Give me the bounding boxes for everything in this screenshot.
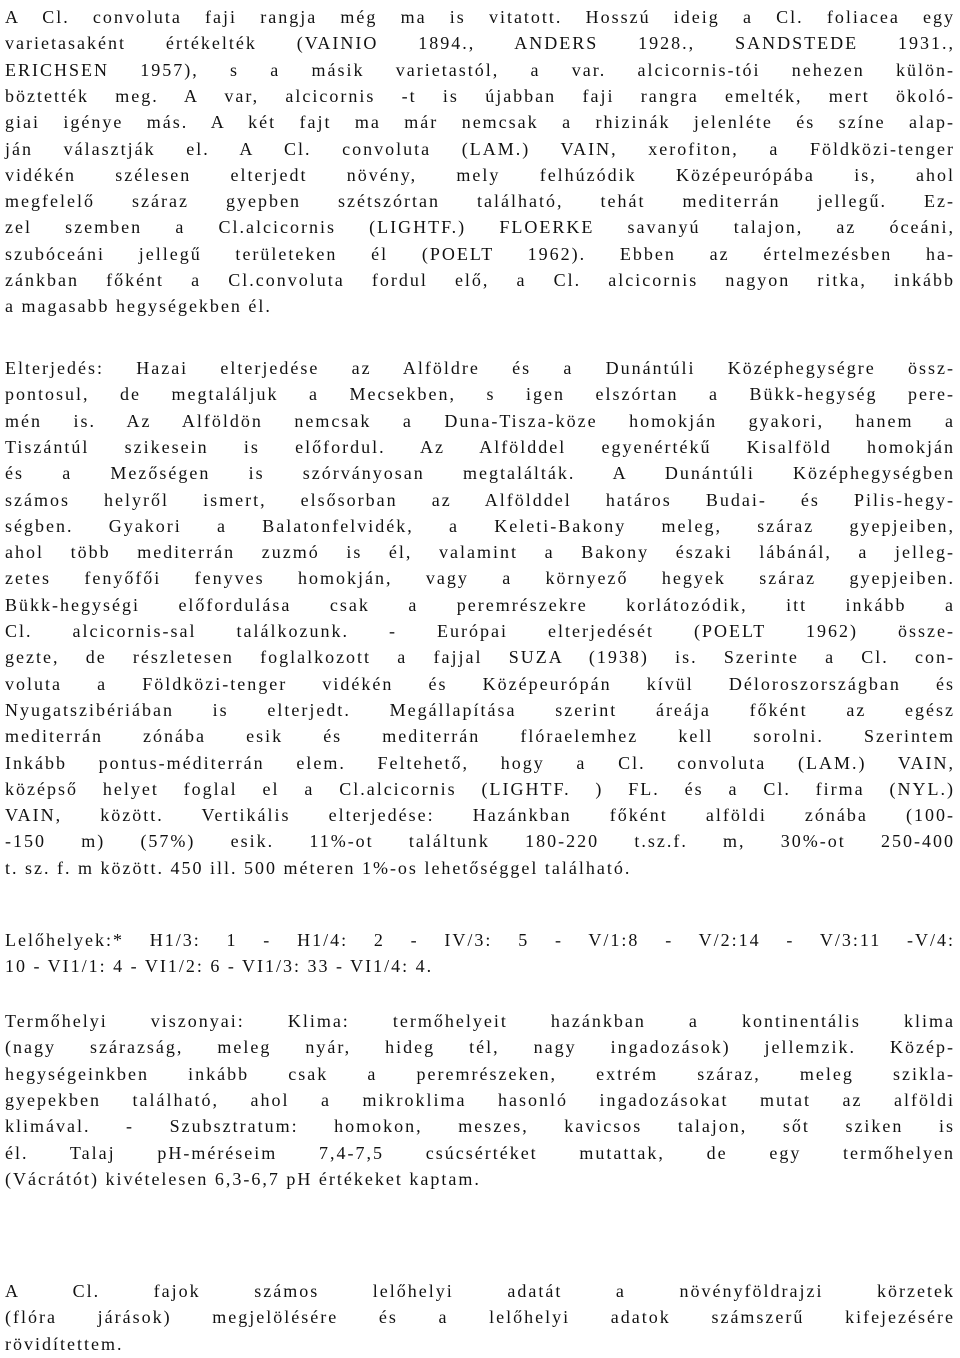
text-line: zetes fenyőfői fenyves homokján, vagy a környező hegyek száraz gyepjeiben. xyxy=(5,568,955,589)
text-line: voluta a Földközi-tenger vidékén és Középeurópán kívül Déloroszországban és xyxy=(5,673,955,694)
text-line: számos helyről ismert, elsősorban az Alfölddel határos Budai- és Pilis-hegy- xyxy=(5,489,955,510)
text-line: zánkban főként a Cl.convoluta fordul elő, a Cl. alcicornis nagyon ritka, inkább xyxy=(5,270,955,290)
text-line: VAIN, között. Vertikális elterjedése: Hazánkban főként alföldi zónába (100- xyxy=(5,805,955,826)
text-line: szubóceáni jellegű területeken él (POELT 1962). Ebben az értelmezésben ha- xyxy=(5,243,955,264)
text-line: Elterjedés: Hazai elterjedése az Alföldre és a Dunántúli Középhegységre össz- xyxy=(5,358,955,378)
text-line: varietasaként értékelték (VAINIO 1894., ANDERS 1928., SANDSTEDE 1931., xyxy=(5,33,955,54)
text-line: giai igénye más. A két fajt ma már nemcsak a rhizinák jelenléte és színe alap- xyxy=(5,112,955,133)
text-line: 10 - VI1/1: 4 - VI1/2: 6 - VI1/3: 33 - VI1/4: 4. xyxy=(5,956,434,977)
text-line: t. sz. f. m között. 450 ill. 500 méteren 1%-os lehetőséggel található. xyxy=(5,857,632,878)
text-line: rövidítettem. xyxy=(5,1333,124,1354)
text-line: böztették meg. A var, alcicornis -t is újabban faji rangra emelték, mert ökoló- xyxy=(5,85,955,106)
text-line: zel szemben a Cl.alcicornis (LIGHTF.) FLOERKE savanyú talajon, az óceáni, xyxy=(5,217,955,238)
text-line: pontosul, de megtaláljuk a Mecsekben, s igen elszórtan a Bükk-hegység pere- xyxy=(5,384,955,405)
text-line: (Vácrátót) kivételesen 6,3-6,7 pH értékeket kaptam. xyxy=(5,1168,481,1189)
text-line: és a Mezőségen is szórványosan megtalálták. A Dunántúli Középhegységben xyxy=(5,463,955,484)
text-line: mén is. Az Alföldön nemcsak a Duna-Tisza-köze homokján gyakori, hanem a xyxy=(5,410,955,431)
text-line: ahol több mediterrán zuzmó is él, valamint a Bakony északi lábánál, a jelleg- xyxy=(5,542,955,563)
text-line: (flóra járások) megjelölésére és a lelőhelyi adatok számszerű kifejezésére xyxy=(5,1307,955,1328)
text-line: (nagy szárazság, meleg nyár, hideg tél, nagy ingadozások) jellemzik. Közép- xyxy=(5,1037,955,1058)
text-line: A Cl. fajok számos lelőhelyi adatát a növényföldrajzi körzetek xyxy=(5,1281,955,1301)
text-line: klimával. - Szubsztratum: homokon, meszes, kavicsos talajon, sőt sziken is xyxy=(5,1116,955,1137)
text-line: él. Talaj pH-méréseim 7,4-7,5 csúcsértéket mutattak, de egy termőhelyen xyxy=(5,1142,955,1163)
text-line: vidékén szélesen elterjedt növény, mely felhúzódik Középeurópába is, ahol xyxy=(5,164,955,185)
text-line: középső helyet foglal el a Cl.alcicornis (LIGHTF. ) FL. és a Cl. firma (NYL.) xyxy=(5,778,955,799)
text-line: ján választják el. A Cl. convoluta (LAM.) VAIN, xerofiton, a Földközi-tenger xyxy=(5,138,955,159)
text-line: Inkább pontus-méditerrán elem. Feltehető, hogy a Cl. convoluta (LAM.) VAIN, xyxy=(5,752,955,773)
text-line: megfelelő száraz gyepben szétszórtan található, tehát mediterrán jellegű. Ez- xyxy=(5,191,955,212)
text-line: hegységeinkben inkább csak a peremrészeken, extrém száraz, meleg szikla- xyxy=(5,1063,955,1084)
text-line: gezte, de részletesen foglalkozott a fajjal SUZA (1938) is. Szerinte a Cl. con- xyxy=(5,647,955,668)
text-line: a magasabb hegységekben él. xyxy=(5,296,272,317)
text-line: A Cl. convoluta faji rangja még ma is vitatott. Hosszú ideig a Cl. foliacea egy xyxy=(5,7,955,27)
text-line: Termőhelyi viszonyai: Klima: termőhelyeit hazánkban a kontinentális klima xyxy=(5,1011,955,1031)
text-line: ERICHSEN 1957), s a másik varietastól, a var. alcicornis-tói nehezen külön- xyxy=(5,59,955,80)
text-line: Tiszántúl szikesein is előfordul. Az Alfölddel egyenértékű Kisalföld homokján xyxy=(5,436,955,457)
text-line: Cl. alcicornis-sal találkozunk. - Európai elterjedését (POELT 1962) össze- xyxy=(5,621,955,641)
text-line: ségben. Gyakori a Balatonfelvidék, a Keleti-Bakony meleg, száraz gyepjeiben, xyxy=(5,515,955,536)
text-line: Nyugatszibériában is elterjedt. Megállapítása szerint áreája főként az egész xyxy=(5,699,955,720)
text-line: Lelőhelyek:* H1/3: 1 - H1/4: 2 - IV/3: 5 - V/1:8 - V/2:14 - V/3:11 -V/4: xyxy=(5,930,955,950)
text-line: -150 m) (57%) esik. 11%-ot találtunk 180-220 t.sz.f. m, 30%-ot 250-400 xyxy=(5,831,955,852)
text-line: gyepekben található, ahol a mikroklima hasonló ingadozásokat mutat az alföldi xyxy=(5,1089,955,1110)
text-line: Bükk-hegységi előfordulása csak a peremrészekre korlátozódik, itt inkább a xyxy=(5,594,955,615)
text-line: mediterrán zónába esik és mediterrán flóraelemhez kell sorolni. Szerintem xyxy=(5,726,955,747)
